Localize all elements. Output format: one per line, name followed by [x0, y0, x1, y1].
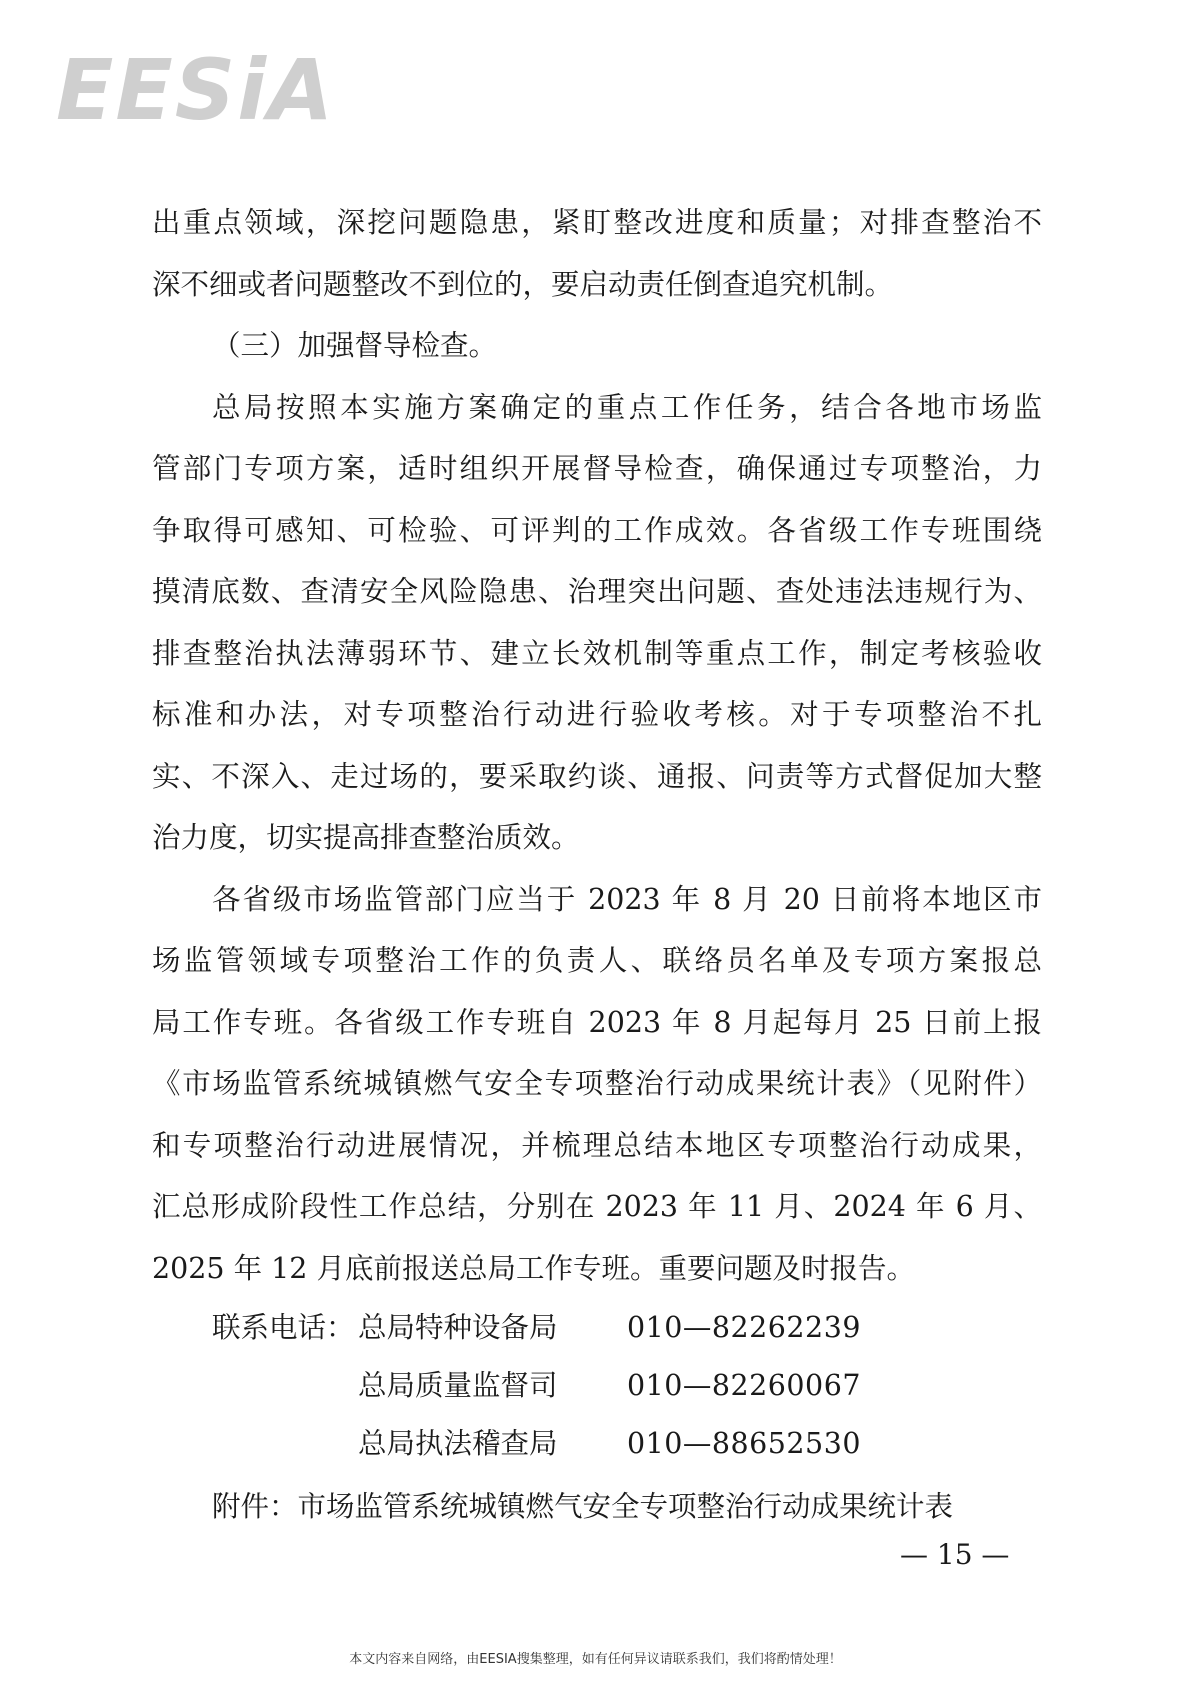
paragraph-line: 2025 年 12 月底前报送总局工作专班。重要问题及时报告。	[152, 1251, 915, 1285]
paragraph-line: 治力度，切实提高排查整治质效。	[152, 821, 580, 854]
paragraph-line: 实、不深入、走过场的，要采取约谈、通报、问责等方式督促加大整	[152, 759, 1042, 793]
attachment-note: 附件：市场监管系统城镇燃气安全专项整治行动成果统计表	[212, 1490, 954, 1523]
paragraph-line: 管部门专项方案，适时组织开展督导检查，确保通过专项整治，力	[152, 452, 1042, 485]
contact-phone: 010—82262239	[627, 1311, 861, 1344]
paragraph-line: 摸清底数、查清安全风险隐患、治理突出问题、查处违法违规行为、	[152, 575, 1042, 608]
contact-department: 总局质量监督司	[358, 1369, 558, 1402]
contact-phone: 010—88652530	[627, 1427, 861, 1460]
paragraph-line: 深不细或者问题整改不到位的，要启动责任倒查追究机制。	[152, 267, 894, 301]
paragraph-line: 汇总形成阶段性工作总结，分别在 2023 年 11 月、2024 年 6 月、	[152, 1190, 1042, 1223]
paragraph-line: 局工作专班。各省级工作专班自 2023 年 8 月起每月 25 日前上报	[152, 1005, 1042, 1039]
contact-phone: 010—82260067	[627, 1369, 861, 1402]
contact-row	[152, 1299, 1042, 1357]
contact-row	[152, 1357, 1042, 1415]
paragraph-line: 《市场监管系统城镇燃气安全专项整治行动成果统计表》（见附件）	[152, 1067, 1042, 1100]
eesia-logo: EESiA	[56, 41, 336, 139]
paragraph-line: 标准和办法，对专项整治行动进行验收考核。对于专项整治不扎	[152, 698, 1042, 731]
contact-row	[152, 1415, 1042, 1473]
paragraph-line: 和专项整治行动进展情况，并梳理总结本地区专项整治行动成果，	[152, 1128, 1042, 1162]
page-number: — 15 —	[900, 1538, 1010, 1571]
paragraph-line: 争取得可感知、可检验、可评判的工作成效。各省级工作专班围绕	[152, 513, 1042, 547]
document-body	[152, 192, 1042, 1473]
contact-department: 总局特种设备局	[358, 1311, 558, 1344]
paragraph-line: 场监管领域专项整治工作的负责人、联络员名单及专项方案报总	[152, 944, 1042, 977]
paragraph-line: 排查整治执法薄弱环节、建立长效机制等重点工作，制定考核验收	[152, 636, 1042, 670]
footer-disclaimer: 本文内容来自网络，由EESIA搜集整理，如有任何异议请联系我们，我们将酌情处理！	[349, 1652, 842, 1667]
section-heading: （三）加强督导检查。	[212, 329, 498, 362]
paragraph-line: 出重点领域，深挖问题隐患，紧盯整改进度和质量；对排查整治不	[152, 206, 1042, 239]
paragraph-line: 各省级市场监管部门应当于 2023 年 8 月 20 日前将本地区市	[212, 882, 1042, 916]
contact-department: 总局执法稽查局	[358, 1427, 558, 1460]
paragraph-line: 总局按照本实施方案确定的重点工作任务，结合各地市场监	[212, 390, 1042, 424]
contact-label: 联系电话：	[212, 1311, 355, 1344]
